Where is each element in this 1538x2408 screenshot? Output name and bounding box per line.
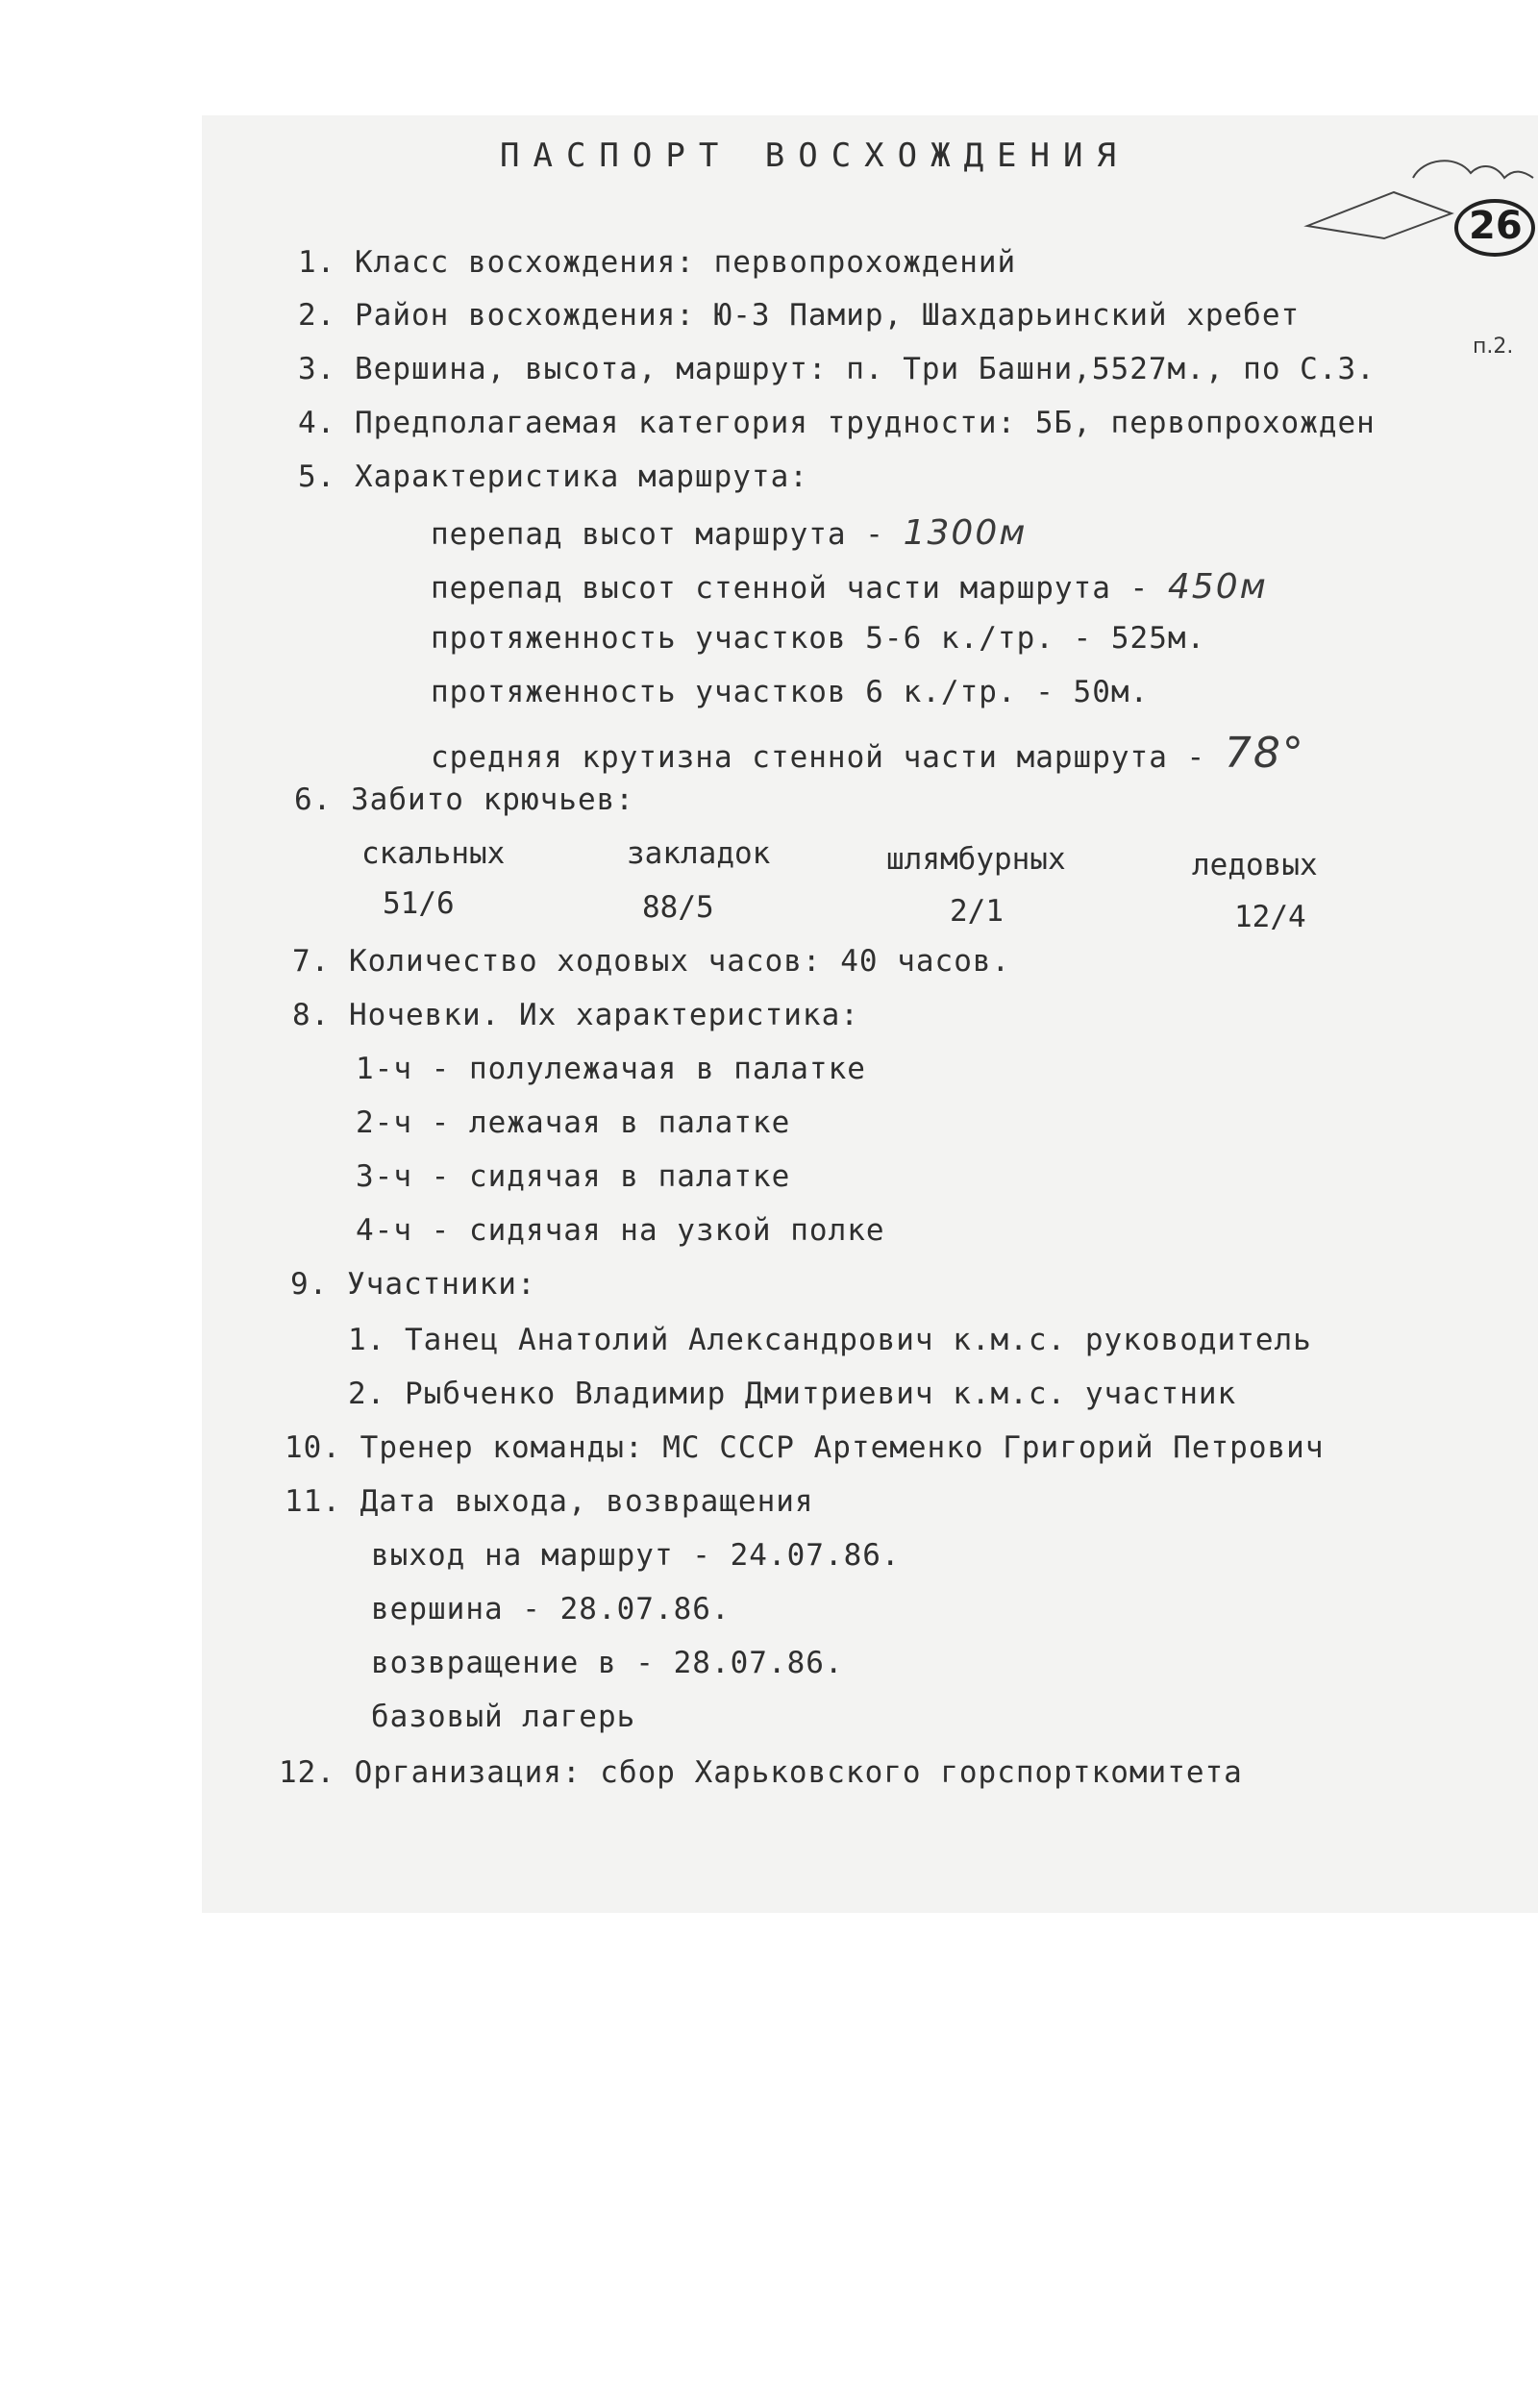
item-7: 7. Количество ходовых часов: 40 часов. [292,944,1011,979]
item-12: 12. Организация: сбор Харьковского горспорткомитета [279,1755,1243,1790]
item-5: 5. Характеристика маршрута: [298,459,808,494]
hooks-value-chocks: 88/5 [642,890,714,925]
item-9-2: 2. Рыбченко Владимир Дмитриевич к.м.с. участник [348,1377,1237,1411]
hooks-header-ice: ледовых [1192,848,1318,882]
item-11-b: вершина - 28.07.86. [371,1592,731,1626]
hooks-value-rock: 51/6 [383,886,455,921]
item-3-note: п.2. [1473,335,1514,359]
item-11-c: возвращение в - 28.07.86. [371,1646,844,1680]
hooks-header-rock: скальных [361,836,506,871]
hooks-header-chocks: закладок [627,836,771,871]
item-8: 8. Ночевки. Их характеристика: [292,998,859,1032]
document-title: ПАСПОРТ ВОСХОЖДЕНИЯ [500,137,1129,175]
item-5-a-value: 1300м [903,513,1028,553]
item-3: 3. Вершина, высота, маршрут: п. Три Башни,5527м., по С.З. [298,352,1376,386]
item-5-e-value: 78° [1224,729,1305,778]
item-4: 4. Предполагаемая категория трудности: 5Б, первопрохожден [298,406,1376,440]
item-10: 10. Тренер команды: МС СССР Артеменко Григорий Петрович [285,1430,1325,1465]
item-8-1: 1-ч - полулежачая в палатке [356,1052,866,1086]
item-8-4: 4-ч - сидячая на узкой полке [356,1213,885,1248]
item-5-c: протяженность участков 5-6 к./тр. - 525м. [431,621,1206,656]
item-11-a: выход на маршрут - 24.07.86. [371,1538,901,1573]
item-1: 1. Класс восхождения: первопрохождений [298,245,1017,280]
item-5-d: протяженность участков 6 к./тр. - 50м. [431,675,1150,709]
document-sheet [202,115,1538,1913]
item-11-d: базовый лагерь [371,1700,636,1734]
hooks-value-bolts: 2/1 [950,894,1004,929]
item-5-b-value: 450м [1167,567,1268,607]
item-6: 6. Забито крючьев: [294,782,634,817]
item-8-3: 3-ч - сидячая в палатке [356,1159,791,1194]
item-5-a-text: перепад высот маршрута - [431,517,884,552]
item-8-2: 2-ч - лежачая в палатке [356,1105,791,1140]
item-5-b-text: перепад высот стенной части маршрута - [431,571,1150,606]
item-5-a [431,513,1027,553]
item-5-b [431,567,1268,607]
item-11: 11. Дата выхода, возвращения [285,1484,814,1519]
page-number: 26 [1469,204,1523,248]
item-5-e [431,729,1305,778]
hooks-value-ice: 12/4 [1234,900,1306,934]
item-5-e-text: средняя крутизна стенной части маршрута - [431,740,1206,775]
item-2: 2. Район восхождения: Ю-З Памир, Шахдарьинский хребет [298,298,1301,333]
item-9: 9. Участники: [290,1267,536,1302]
hooks-header-bolts: шлямбурных [886,842,1066,877]
item-9-1: 1. Танец Анатолий Александрович к.м.с. руководитель [348,1323,1312,1357]
